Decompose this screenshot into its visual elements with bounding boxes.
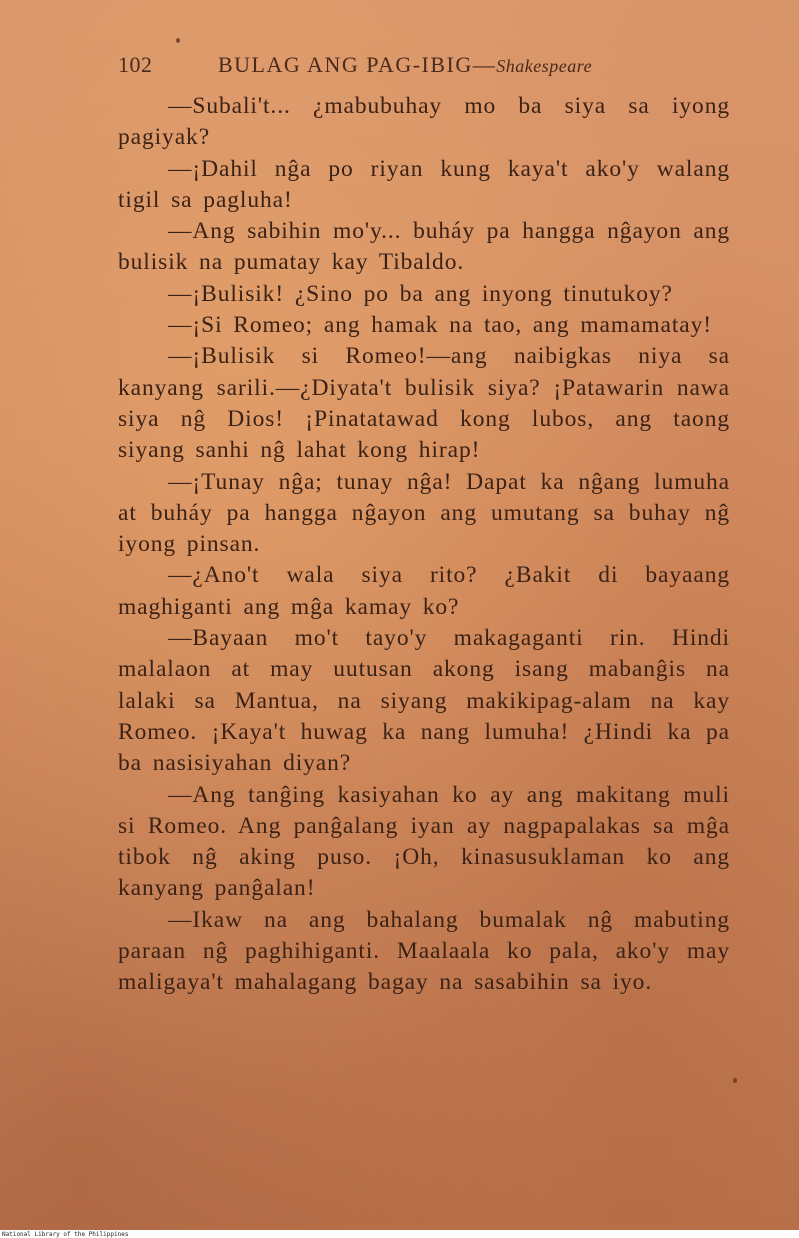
page-number: 102 (118, 52, 153, 77)
ink-speck (176, 38, 180, 43)
library-credit: National Library of the Philippines (0, 1231, 799, 1238)
paragraph: —Ikaw na ang bahalang bumalak nĝ mabuting paraan nĝ paghihiganti. Maalaala ko pala, ako'y may maligaya't mahalagang bagay na sasabihin sa iyo. (118, 906, 730, 996)
book-title: BULAG ANG PAG-IBIG— (218, 52, 497, 77)
author-name: Shakespeare (496, 56, 593, 76)
ink-speck (733, 1078, 737, 1083)
paragraph: —Subali't... ¿mabubuhay mo ba siya sa iyong pagiyak? (118, 93, 730, 151)
paragraph: —¡Tunay nĝa; tunay nĝa! Dapat ka nĝang lumuha at buháy pa hangga nĝayon ang umutang sa buhay nĝ iyong pinsan. (118, 468, 730, 558)
paragraph: —¡Si Romeo; ang hamak na tao, ang mamamatay! (168, 312, 712, 339)
running-header (118, 52, 738, 82)
body-text (118, 91, 730, 999)
paragraph: —¡Dahil nĝa po riyan kung kaya't ako'y walang tigil sa pagluha! (118, 155, 730, 213)
paragraph: —¡Bulisik si Romeo!—ang naibigkas niya sa kanyang sarili.—¿Diyata't bulisik siya? ¡Patawarin nawa siya nĝ Dios! ¡Pinatatawad kong lubos, ang taong siyang sanhi nĝ lahat kong hirap! (118, 343, 730, 464)
paragraph: —¿Ano't wala siya rito? ¿Bakit di bayaang maghiganti ang mĝa kamay ko? (118, 562, 730, 620)
running-title (218, 52, 592, 78)
paragraph: —Ang sabihin mo'y... buháy pa hangga nĝayon ang bulisik na pumatay kay Tibaldo. (118, 218, 730, 276)
paragraph: —Ang tanĝing kasiyahan ko ay ang makitang muli si Romeo. Ang panĝalang iyan ay nagpapalakas sa mĝa tibok nĝ aking puso. ¡Oh, kinasusuklaman ko ang kanyang panĝalan! (118, 781, 730, 902)
paragraph: —¡Bulisik! ¿Sino po ba ang inyong tinutukoy? (168, 280, 673, 307)
paragraph: —Bayaan mo't tayo'y makagaganti rin. Hindi malalaon at may uutusan akong isang mabanĝis na lalaki sa Mantua, na siyang makikipag-alam na kay Romeo. ¡Kaya't huwag ka nang lumuha! ¿Hindi ka pa ba nasisiyahan diyan? (118, 625, 730, 777)
